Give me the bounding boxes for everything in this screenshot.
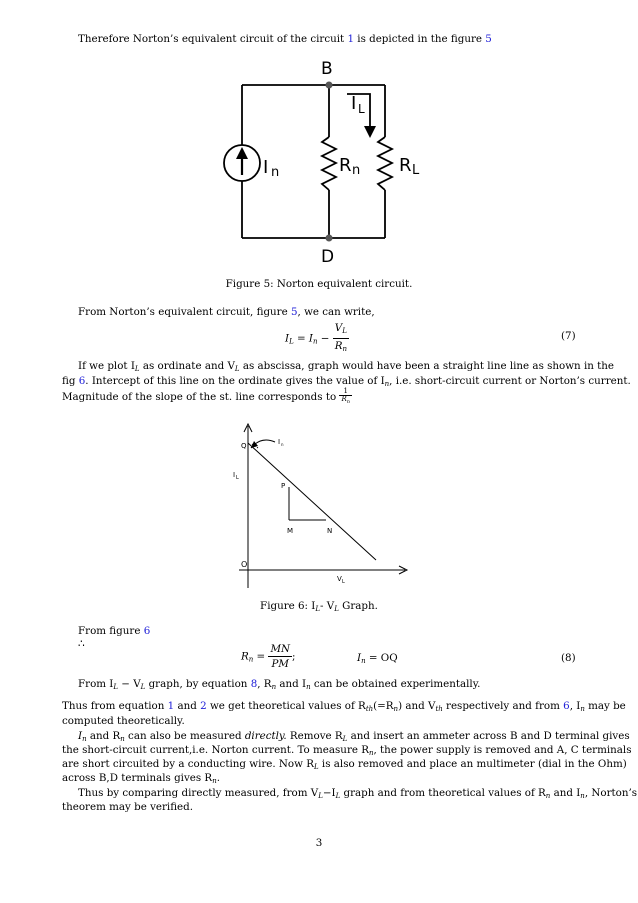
p5-g-sub: n <box>580 705 585 713</box>
eq7-lhs: I <box>285 332 290 345</box>
fig6-cap-b: - V <box>320 600 335 612</box>
eq8-rhs-eq: = OQ <box>365 652 398 664</box>
eq8-num: MN <box>268 642 292 657</box>
p6-italic: directly. <box>244 730 287 742</box>
p6-b-sub: n <box>120 735 125 743</box>
p7-a: Thus by comparing directly measured, from V <box>78 787 319 799</box>
equation-7 <box>285 321 349 356</box>
p2-l1b-sub: L <box>234 365 240 373</box>
p4-e: and I <box>276 678 307 690</box>
rn-sub: n <box>352 163 361 178</box>
in-label: I <box>278 438 281 446</box>
vl-axis-label: V <box>337 575 342 583</box>
slope-den-sub: n <box>346 399 350 405</box>
paragraph-4 <box>78 677 480 694</box>
p2-l2b-sub: n <box>384 380 390 388</box>
slope-fraction <box>339 388 352 406</box>
ref-figure-5-b[interactable]: 5 <box>290 306 298 318</box>
paragraph-5-line-2: computed theoretically. <box>62 715 185 727</box>
fig6-cap-b-sub: L <box>334 605 339 613</box>
eq7-lhs-sub: L <box>289 337 294 346</box>
paragraph-3 <box>78 624 150 638</box>
eq8-rhs-sub: n <box>361 657 366 665</box>
p7-d: and I <box>550 787 581 799</box>
p3-text: From figure <box>78 625 144 637</box>
eq7-fraction <box>333 321 349 356</box>
rl-label: R <box>399 155 412 176</box>
p6-l3: are short circuited by a conducting wire. Now R <box>62 758 314 770</box>
node-d-label: D <box>321 247 335 267</box>
p5-d: (=R <box>373 700 394 712</box>
p2-l3: Magnitude of the slope of the st. line corresponds to <box>62 391 340 403</box>
n-label: N <box>327 527 333 535</box>
intro-text: Therefore Norton’s equivalent circuit of the circuit <box>78 33 348 45</box>
eq7-den-sub: n <box>342 345 347 353</box>
p6-a: I <box>78 730 83 742</box>
ref-figure-6-b[interactable]: 6 <box>143 625 151 637</box>
p6-d-sub: L <box>342 735 348 743</box>
slope-num: 1 <box>339 388 352 396</box>
p5-e-sub: th <box>435 705 443 713</box>
p2-l1b: as ordinate and V <box>139 360 235 372</box>
paragraph-2-line-3 <box>62 388 352 406</box>
p4-e-sub: n <box>306 683 311 691</box>
p4-b-sub: L <box>140 683 146 691</box>
p6-l4b: . <box>216 772 220 784</box>
intro-text-middle: is depicted in the figure <box>354 33 486 45</box>
p5-e: ) and V <box>398 700 436 712</box>
p6-a-sub: n <box>82 735 87 743</box>
p5-f: respectively and from <box>442 700 564 712</box>
p4-d-sub: n <box>271 683 277 691</box>
paragraph-7-line-2: theorem may be verified. <box>62 801 194 813</box>
eq8-fraction <box>268 642 292 671</box>
p2-l1c: as abscissa, graph would have been a straight line line as shown in the <box>239 360 615 372</box>
m-label: M <box>287 527 294 535</box>
eq7-minus: − <box>317 332 333 345</box>
p7-a-sub: L <box>318 792 323 800</box>
para1-text-after: , we can write, <box>297 306 375 318</box>
norton-circuit-figure <box>215 52 440 267</box>
node-b-label: B <box>321 59 333 79</box>
ref-figure-6[interactable]: 6 <box>78 375 86 387</box>
p2-l2b: . Intercept of this line on the ordinate gives the value of I <box>85 375 385 387</box>
rn-label: R <box>339 155 352 176</box>
ref-figure-5[interactable]: 5 <box>485 33 492 45</box>
fig6-cap-a: Figure 6: I <box>260 600 316 612</box>
node-b-dot <box>326 82 333 89</box>
q-label: Q <box>241 442 247 450</box>
figure-6-caption <box>0 600 638 613</box>
eq7-eq: = I <box>293 332 313 345</box>
p6-b: and R <box>86 730 121 742</box>
page-number: 3 <box>315 837 323 849</box>
p4-a: From I <box>78 678 114 690</box>
p4-d: , R <box>257 678 272 690</box>
equation-8-number: (8) <box>561 652 576 664</box>
p5-a: Thus from equation <box>62 700 168 712</box>
il-axis-label: I <box>233 471 236 479</box>
therefore-symbol: ∴ <box>78 638 85 650</box>
p6-d: Remove R <box>286 730 343 742</box>
p7-e: , Norton’s <box>584 787 638 799</box>
p5-h: may be <box>584 700 626 712</box>
p6-l2-sub: n <box>368 749 374 757</box>
source-label: I <box>263 157 269 178</box>
eq8-eq: = <box>253 650 269 663</box>
o-label: O <box>241 560 248 569</box>
fig6-cap-a-sub: L <box>315 605 321 613</box>
p5-c: we get theoretical values of R <box>206 700 366 712</box>
p6-c: can also be measured <box>124 730 245 742</box>
paragraph-1 <box>78 305 375 319</box>
slope-den: R <box>341 395 347 403</box>
node-d-dot <box>326 235 333 242</box>
para1-text: From Norton’s equivalent circuit, figure <box>78 306 291 318</box>
il-label: I <box>351 93 357 114</box>
eq8-lhs-sub: n <box>248 655 254 664</box>
p4-b: − V <box>118 678 141 690</box>
p5-d-sub: n <box>393 705 399 713</box>
graph-line <box>248 443 376 560</box>
p5-g: , I <box>569 700 581 712</box>
il-sub: L <box>358 102 365 116</box>
p6-l2b: , the power supply is removed and A, C terminals <box>373 744 632 756</box>
p5-b: and <box>174 700 201 712</box>
il-vl-graph-figure <box>225 420 415 592</box>
vl-axis-sub: L <box>342 579 345 585</box>
p4-c: graph, by equation <box>145 678 251 690</box>
p6-l3-sub: L <box>313 763 319 771</box>
equation-7-number: (7) <box>561 330 576 342</box>
equation-8-rhs <box>357 651 398 668</box>
figure-5-caption: Figure 5: Norton equivalent circuit. <box>225 278 413 290</box>
p-label: P <box>281 482 286 490</box>
rl-sub: L <box>412 163 420 178</box>
intro-line <box>78 32 492 46</box>
p2-l2c: , i.e. short-circuit current or Norton’s current. <box>389 375 631 387</box>
eq8-rhs: I <box>357 652 362 664</box>
p7-d-sub: n <box>580 792 585 800</box>
ref-equation-8[interactable]: 8 <box>250 678 258 690</box>
eq7-den: R <box>334 340 343 352</box>
in-sub: n <box>281 442 284 447</box>
eq7-in-sub: n <box>312 337 318 346</box>
p7-c-sub: n <box>545 792 551 800</box>
p6-l4: across B,D terminals gives R <box>62 772 213 784</box>
p7-b-sub: L <box>335 792 341 800</box>
eq7-num: V <box>334 322 343 334</box>
il-axis-sub: L <box>236 475 239 481</box>
p2-l1a-sub: L <box>134 365 140 373</box>
equation-8 <box>241 642 296 671</box>
p7-b: −I <box>322 787 336 799</box>
p6-l2: the short-circuit current,i.e. Norton current. To measure R <box>62 744 369 756</box>
source-sub: n <box>271 165 280 180</box>
p6-e: and insert an ammeter across B and D terminal gives <box>347 730 630 742</box>
eq7-num-sub: L <box>342 327 347 335</box>
p7-c: graph and from theoretical values of R <box>340 787 546 799</box>
p2-l2a: fig <box>62 375 79 387</box>
fig6-cap-c: Graph. <box>338 600 378 612</box>
eq8-den: PM <box>271 658 289 671</box>
ref-circuit-1[interactable]: 1 <box>347 33 354 45</box>
eq8-semi: ; <box>292 650 296 663</box>
p4-f: can be obtained experimentally. <box>310 678 481 690</box>
eq8-lhs: R <box>241 650 249 663</box>
ref-equation-1[interactable]: 1 <box>167 700 175 712</box>
p6-l4-sub: n <box>212 777 217 785</box>
p2-l1a: If we plot I <box>78 360 135 372</box>
ref-equation-2[interactable]: 2 <box>200 700 207 712</box>
p6-l3b: is also removed and place an multimeter (dial in the Ohm) <box>318 758 627 770</box>
p5-c-sub: th <box>365 705 374 713</box>
p4-a-sub: L <box>113 683 119 691</box>
ref-figure-6-c[interactable]: 6 <box>563 700 570 712</box>
